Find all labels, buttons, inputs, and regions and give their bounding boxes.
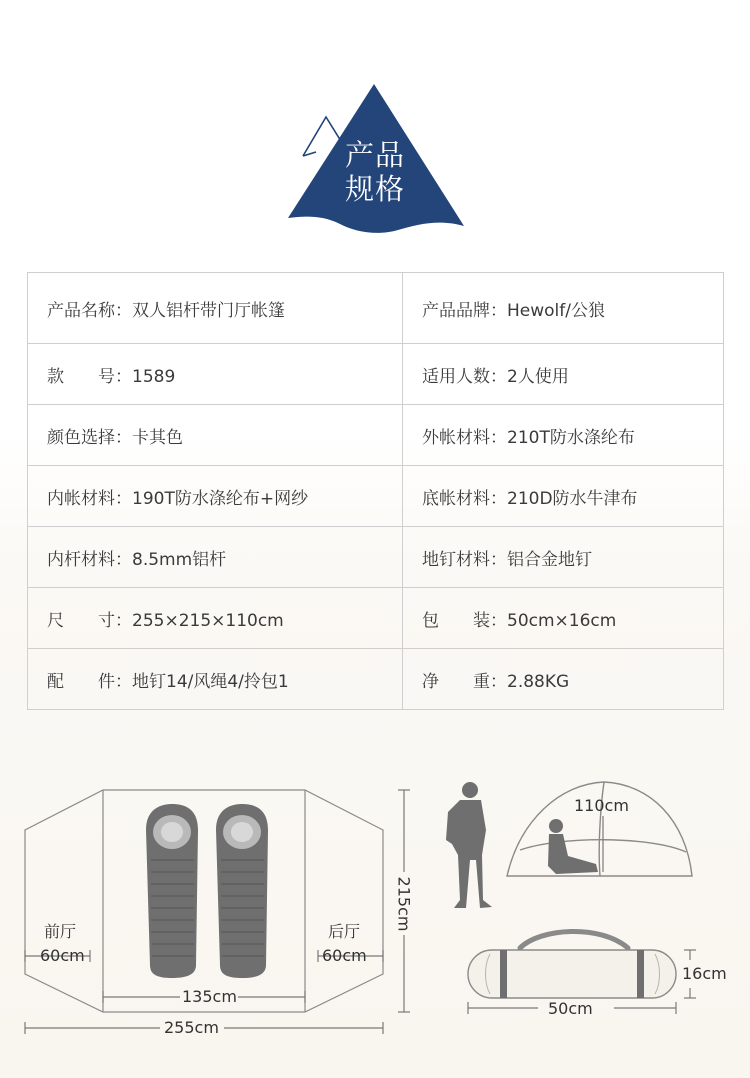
spec-label-part: 净: [422, 671, 439, 692]
spec-label-part: 款: [47, 366, 64, 387]
spec-label-part: 配: [47, 671, 64, 692]
spec-label-part: 重：: [473, 671, 507, 692]
spec-cell: [403, 405, 724, 466]
sitting-person-icon: [548, 819, 598, 874]
table-row: [28, 344, 724, 405]
dimension-diagram: [0, 760, 750, 1078]
spec-cell: [403, 527, 724, 588]
spec-cell: [403, 344, 724, 405]
spec-label: 内帐材料：: [47, 488, 132, 509]
spec-cell: [28, 405, 403, 466]
inner-width-label: 135cm: [182, 987, 237, 1006]
title-line-1: 产品: [344, 138, 405, 172]
spec-value: 50cm×16cm: [507, 610, 617, 631]
spec-cell: [403, 588, 724, 649]
spec-cell: [28, 344, 403, 405]
spec-value: 2.88KG: [507, 671, 570, 692]
spec-label-part: 件：: [98, 671, 132, 692]
bag-diameter-label: 16cm: [682, 964, 727, 983]
spec-label-part: 寸：: [98, 610, 132, 631]
floor-plan-icon: [25, 790, 383, 1012]
total-length-label: 255cm: [164, 1018, 219, 1037]
spec-cell: [403, 649, 724, 710]
spec-value: 210T防水涤纶布: [507, 427, 635, 448]
spec-cell: [403, 466, 724, 527]
spec-value: 8.5mm铝杆: [132, 549, 227, 570]
table-row: [28, 588, 724, 649]
spec-value: 1589: [132, 366, 176, 387]
spec-label-part: 号：: [98, 366, 132, 387]
spec-value: 双人铝杆带门厅帐篷: [132, 300, 285, 321]
spec-value: 地钉14/风绳4/拎包1: [132, 671, 289, 692]
spec-label: 产品名称：: [47, 300, 132, 321]
sleeping-bag-icon: [216, 804, 268, 978]
spec-cell: [28, 527, 403, 588]
bag-length-label: 50cm: [548, 999, 593, 1018]
dimension-drawing: [0, 760, 750, 1078]
title-line-2: 规格: [344, 172, 405, 206]
sleeping-bag-icon: [146, 804, 198, 978]
standing-person-icon: [446, 782, 492, 908]
spec-cell: [28, 466, 403, 527]
table-row: [28, 466, 724, 527]
table-row: [28, 273, 724, 344]
total-width-label: 215cm: [394, 876, 414, 932]
table-row: [28, 649, 724, 710]
spec-cell: [403, 273, 724, 344]
spec-label: 地钉材料：: [422, 549, 507, 570]
rear-vestibule-label: 后厅: [328, 922, 361, 941]
rear-depth-label: 60cm: [322, 946, 367, 965]
front-depth-label: 60cm: [40, 946, 85, 965]
spec-label: 内杆材料：: [47, 549, 132, 570]
table-row: [28, 527, 724, 588]
spec-cell: [28, 649, 403, 710]
spec-value: 卡其色: [132, 427, 183, 448]
spec-value: 2人使用: [507, 366, 569, 387]
tent-height-label: 110cm: [574, 796, 629, 815]
spec-cell: [28, 273, 403, 344]
spec-label: 适用人数：: [422, 366, 507, 387]
spec-label: 底帐材料：: [422, 488, 507, 509]
spec-label: 外帐材料：: [422, 427, 507, 448]
spec-value: 255×215×110cm: [132, 610, 284, 631]
spec-table: [27, 272, 724, 710]
carry-bag-icon: [468, 931, 676, 998]
header: [0, 0, 750, 240]
spec-label-part: 包: [422, 610, 439, 631]
spec-label: 颜色选择：: [47, 427, 132, 448]
spec-value: Hewolf/公狼: [507, 300, 605, 321]
spec-label: 产品品牌：: [422, 300, 507, 321]
front-vestibule-label: 前厅: [44, 922, 77, 941]
spec-cell: [28, 588, 403, 649]
spec-value: 铝合金地钉: [507, 549, 592, 570]
spec-value: 210D防水牛津布: [507, 488, 638, 509]
spec-label-part: 尺: [47, 610, 64, 631]
table-row: [28, 405, 724, 466]
spec-label-part: 装：: [473, 610, 507, 631]
spec-value: 190T防水涤纶布+网纱: [132, 488, 309, 509]
